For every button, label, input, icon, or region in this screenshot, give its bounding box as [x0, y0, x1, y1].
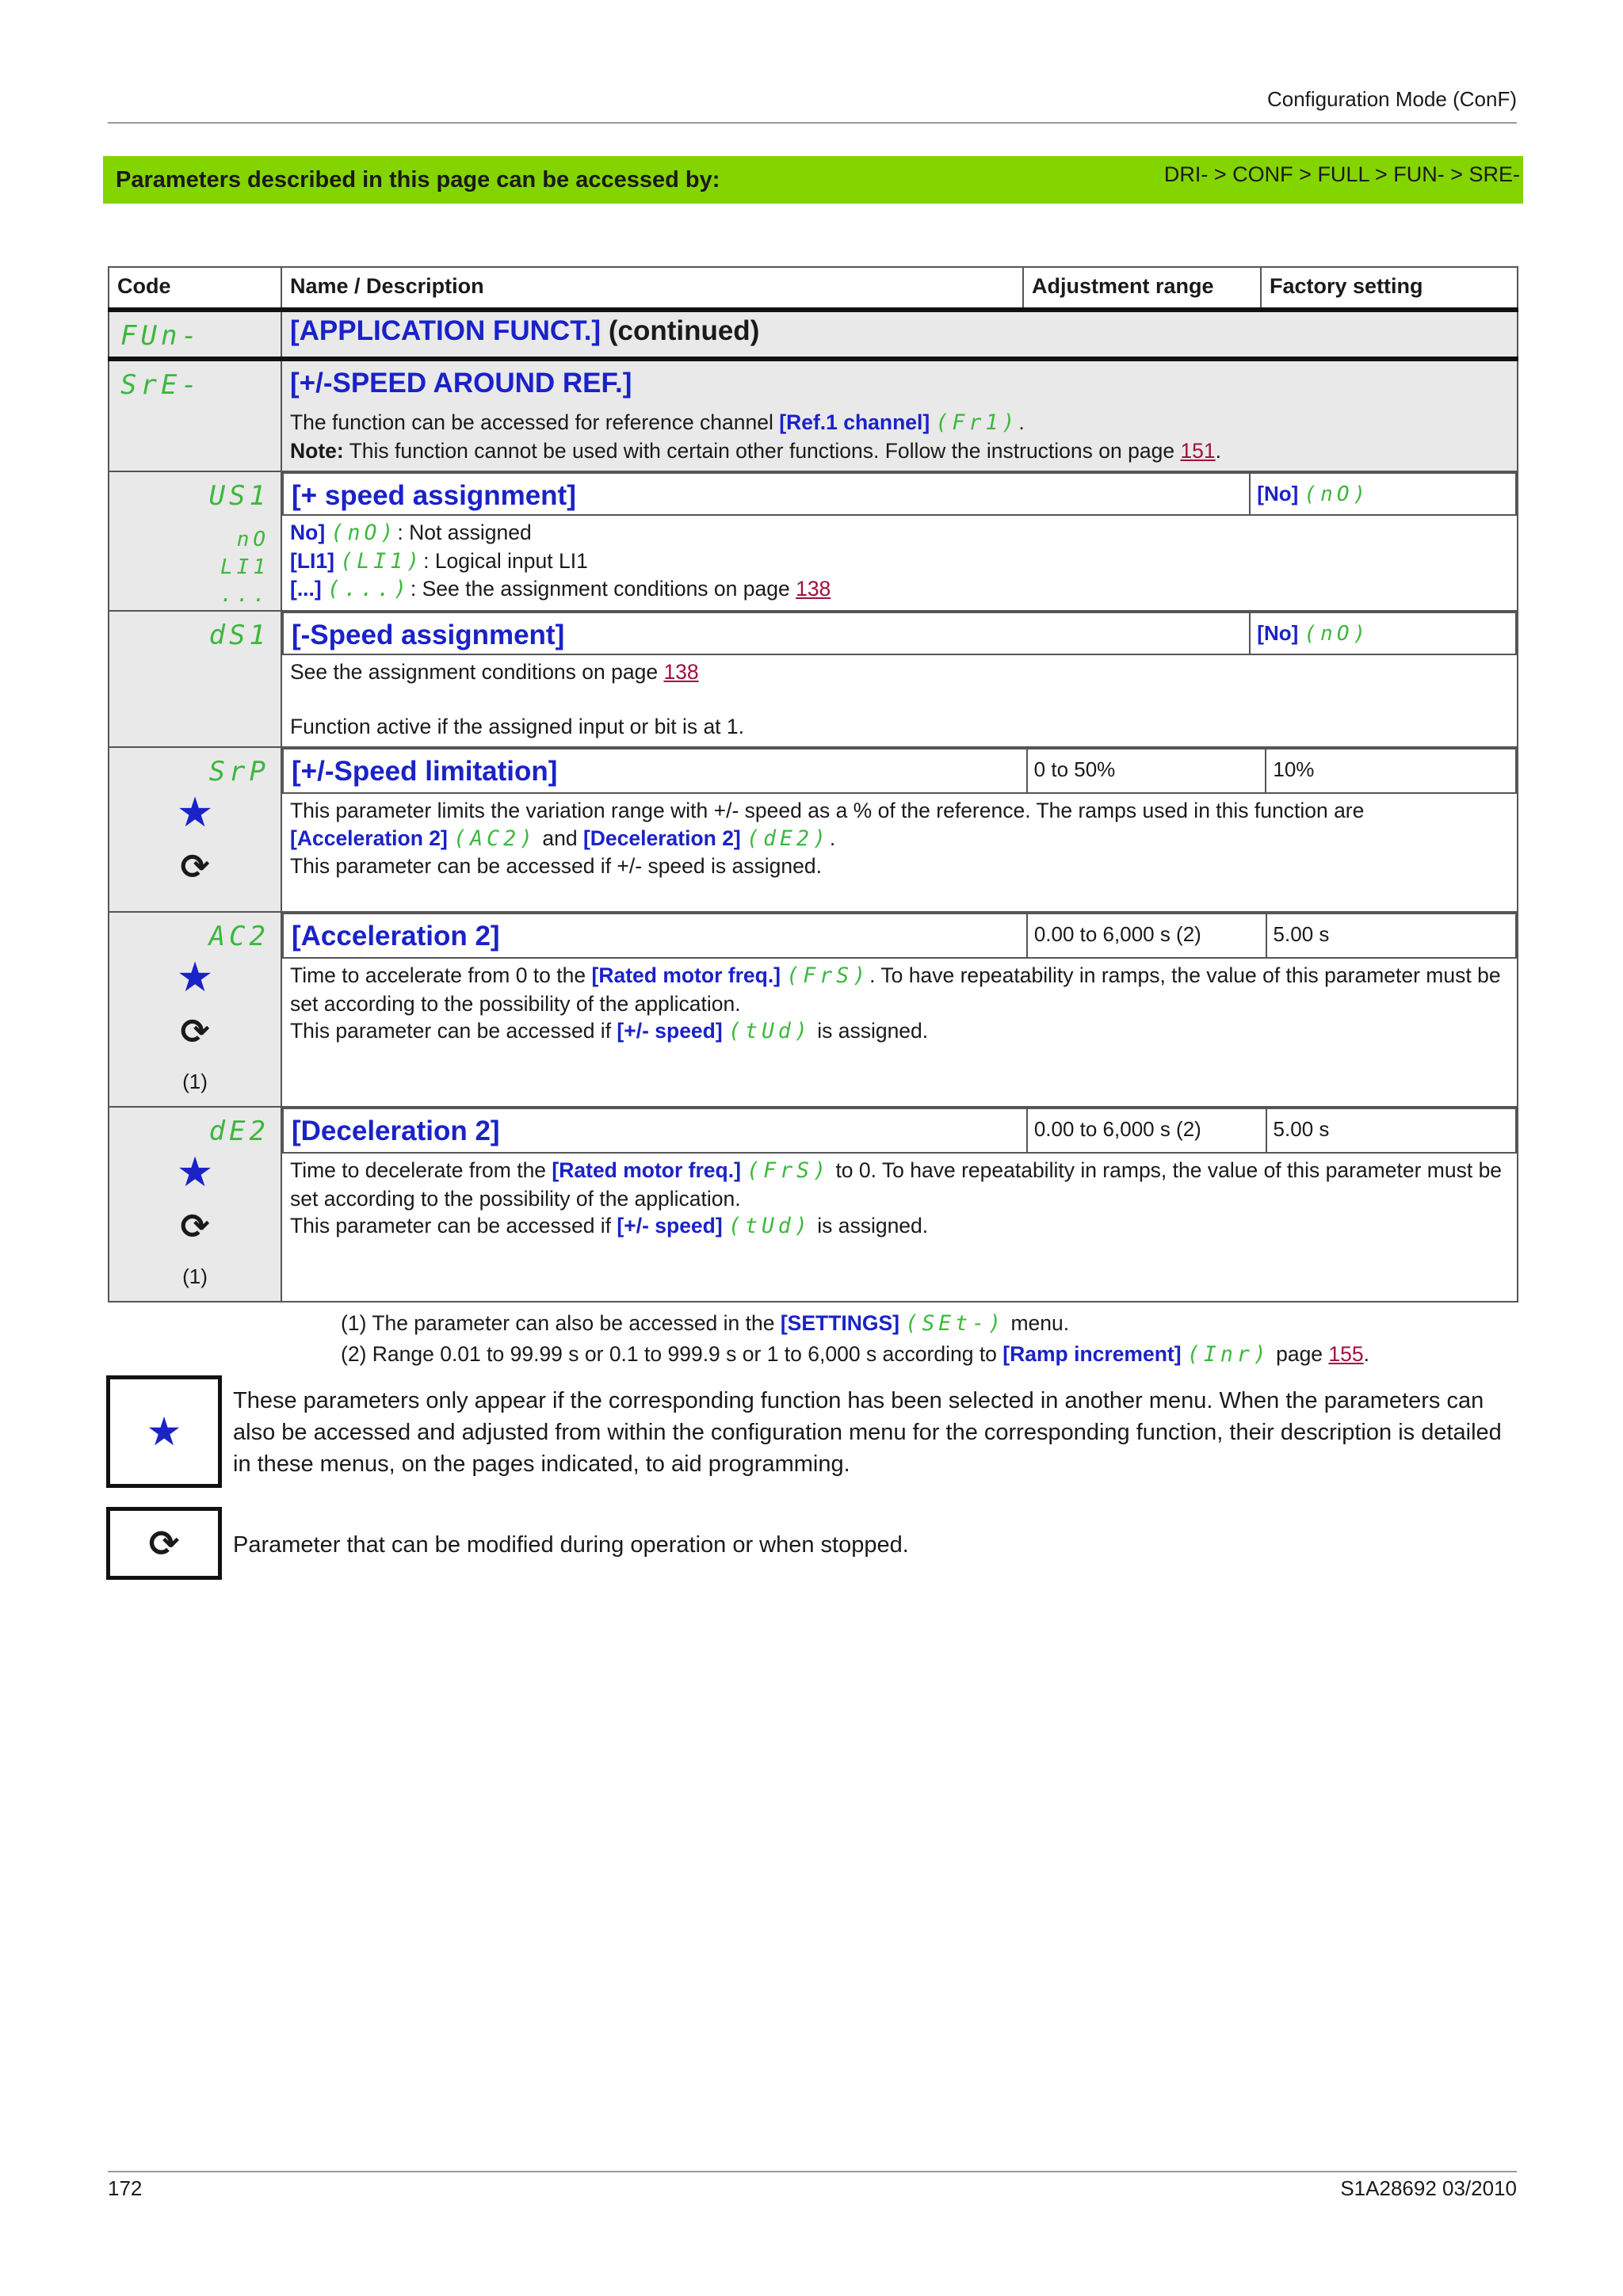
desc-code: (Fr1): [935, 410, 1019, 435]
desc-text: Time to accelerate from 0 to the: [290, 963, 592, 987]
desc-text: .: [829, 826, 836, 850]
page-link[interactable]: 138: [796, 577, 831, 601]
footnote-text: .: [1363, 1342, 1370, 1366]
footer-rule: [108, 2171, 1517, 2172]
desc-text: is assigned.: [811, 1019, 929, 1043]
option-label: No]: [290, 521, 326, 544]
option-label: [...]: [290, 577, 322, 601]
desc-ref: [Rated motor freq.]: [591, 963, 781, 987]
param-title: [+ speed assignment]: [292, 480, 576, 511]
option-label: [LI1]: [290, 548, 334, 573]
option-text: : See the assignment conditions on page: [410, 577, 796, 601]
param-title: [Acceleration 2]: [292, 921, 500, 952]
desc-ref: [+/- speed]: [617, 1214, 723, 1238]
cycle-icon: ⟳: [180, 848, 210, 887]
desc-code: (AC2): [453, 826, 537, 851]
desc-ref: [Ref.1 channel]: [779, 410, 930, 434]
table-row: [109, 359, 1518, 471]
note-label: Note:: [290, 438, 344, 463]
cycle-icon: ⟳: [180, 1207, 210, 1246]
footnote-ref: [Ramp increment]: [1002, 1342, 1182, 1366]
param-title: [APPLICATION FUNCT.]: [290, 315, 601, 346]
page-number: 172: [108, 2176, 143, 2200]
param-code: SrE-: [120, 369, 201, 401]
factory-value: [No]: [1257, 620, 1299, 645]
header-rule: [108, 122, 1517, 124]
desc-ref: [Deceleration 2]: [582, 826, 741, 850]
footnote-text: (1) The parameter can also be accessed in the: [341, 1311, 781, 1335]
desc-text: See the assignment conditions on page: [290, 659, 664, 684]
param-code: US1: [208, 480, 269, 512]
param-code: FUn-: [120, 320, 201, 352]
footnote-ref: (1): [182, 1070, 208, 1093]
footnote-ref: (1): [182, 1264, 208, 1288]
footnote-text: (2) Range 0.01 to 99.99 s or 0.1 to 999.9 s or 1 to 6,000 s according to: [341, 1342, 1003, 1366]
param-title: [Deceleration 2]: [292, 1116, 500, 1146]
adjustment-range: 0.00 to 6,000 s (2): [1027, 913, 1266, 958]
desc-text: and: [536, 826, 583, 850]
desc-text: .: [1018, 410, 1025, 434]
desc-code: (FrS): [786, 963, 870, 988]
cycle-legend-text: Parameter that can be modified during operation or when stopped.: [233, 1532, 909, 1558]
footnote-code: (SEt-): [905, 1311, 1006, 1336]
desc-text: Time to decelerate from the: [290, 1158, 552, 1182]
table-row: [109, 912, 1518, 1107]
option-code: ...: [220, 583, 269, 607]
option-text: : Not assigned: [397, 521, 532, 544]
table-row: [109, 471, 1518, 611]
page-link[interactable]: 151: [1180, 438, 1216, 463]
col-name-header: Name / Description: [281, 267, 1023, 310]
param-title: [+/-Speed limitation]: [292, 756, 558, 787]
access-path: DRI- > CONF > FULL > FUN- > SRE-: [1163, 162, 1520, 186]
desc-text: to 0. To have repeatability in ramps, the value of this parameter must be set according to the possibility of the application.: [290, 1158, 1503, 1211]
desc-text: is assigned.: [811, 1214, 929, 1238]
desc-text: This parameter can be accessed if: [290, 1214, 617, 1238]
footnote-ref: [SETTINGS]: [780, 1311, 900, 1335]
option-code: (...): [327, 577, 411, 601]
factory-value: 10%: [1266, 749, 1516, 793]
desc-code: (tUd): [728, 1214, 812, 1238]
table-row: [109, 747, 1518, 912]
desc-text: This function cannot be used with certain other functions. Follow the instructions on page: [343, 438, 1181, 463]
document-id: S1A28692 03/2010: [1340, 2176, 1517, 2200]
table-row: [109, 1107, 1518, 1302]
col-range-header: Adjustment range: [1023, 267, 1261, 310]
param-code: SrP: [208, 756, 269, 788]
option-code: (LI1): [340, 548, 424, 574]
desc-ref: [Acceleration 2]: [290, 826, 448, 850]
desc-ref: [+/- speed]: [617, 1019, 723, 1043]
adjustment-range: 0.00 to 6,000 s (2): [1027, 1108, 1266, 1153]
desc-text: This parameter limits the variation range with +/- speed as a % of the reference. The ramps used in this function are: [290, 799, 1365, 822]
factory-code: (nO): [1304, 482, 1370, 506]
footnote-2: [341, 1339, 1369, 1370]
star-icon: ★: [176, 955, 214, 1001]
table-row: [109, 611, 1518, 748]
option-text: : Logical input LI1: [423, 548, 588, 573]
desc-code: (FrS): [747, 1158, 831, 1183]
footnotes: [341, 1308, 1369, 1370]
cycle-legend-box: [106, 1507, 222, 1580]
desc-text: This parameter can be accessed if: [290, 1019, 617, 1043]
page-header: Configuration Mode (ConF): [1266, 87, 1517, 111]
access-label: Parameters described in this page can be accessed by:: [116, 167, 720, 193]
page-link[interactable]: 155: [1328, 1342, 1364, 1366]
adjustment-range: 0 to 50%: [1027, 749, 1266, 793]
continued-label: (continued): [608, 315, 760, 346]
table-row: [109, 310, 1518, 359]
footnote-text: menu.: [1005, 1311, 1070, 1335]
parameter-table: [108, 266, 1518, 1302]
footnote-text: page: [1270, 1342, 1329, 1366]
desc-ref: [Rated motor freq.]: [552, 1158, 741, 1182]
factory-value: [No]: [1257, 482, 1299, 505]
factory-code: (nO): [1304, 621, 1370, 646]
star-legend-box: [106, 1375, 222, 1488]
desc-text: . To have repeatability in ramps, the value of this parameter must be set according to the possibility of the application.: [290, 963, 1501, 1016]
table-header-row: [109, 267, 1518, 310]
footnote-code: (Inr): [1186, 1342, 1270, 1367]
option-code: nO: [236, 528, 269, 551]
desc-code: (tUd): [728, 1019, 812, 1043]
param-title: [-Speed assignment]: [292, 619, 565, 650]
desc-text: The function can be accessed for reference channel: [290, 410, 780, 434]
factory-value: 5.00 s: [1266, 913, 1516, 958]
col-factory-header: Factory setting: [1261, 267, 1518, 310]
star-icon: ★: [146, 1409, 182, 1454]
param-code: AC2: [208, 921, 269, 952]
param-title: [+/-SPEED AROUND REF.]: [290, 368, 632, 399]
footnote-1: [341, 1308, 1369, 1339]
access-bar: [103, 156, 1523, 204]
star-legend-text: These parameters only appear if the corresponding function has been selected in another menu. When the parameters can also be accessed and adjusted from within the configuration menu for the corresponding function, their description is detailed in these menus, on the pages indicated, to aid programming.: [233, 1388, 1502, 1477]
option-code: LI1: [220, 555, 269, 579]
option-code: (nO): [330, 521, 398, 545]
desc-text: This parameter can be accessed if +/- speed is assigned.: [290, 854, 822, 878]
star-icon: ★: [176, 790, 214, 836]
col-code-header: Code: [109, 267, 281, 310]
desc-text: .: [1215, 438, 1222, 463]
param-code: dE2: [208, 1116, 269, 1147]
star-icon: ★: [176, 1150, 214, 1196]
desc-text: Function active if the assigned input or bit is at 1.: [290, 714, 745, 738]
cycle-icon: ⟳: [148, 1523, 180, 1564]
param-code: dS1: [208, 619, 269, 651]
factory-value: 5.00 s: [1266, 1108, 1516, 1153]
page-link[interactable]: 138: [663, 659, 699, 684]
desc-code: (dE2): [747, 826, 830, 851]
cycle-icon: ⟳: [180, 1013, 210, 1051]
